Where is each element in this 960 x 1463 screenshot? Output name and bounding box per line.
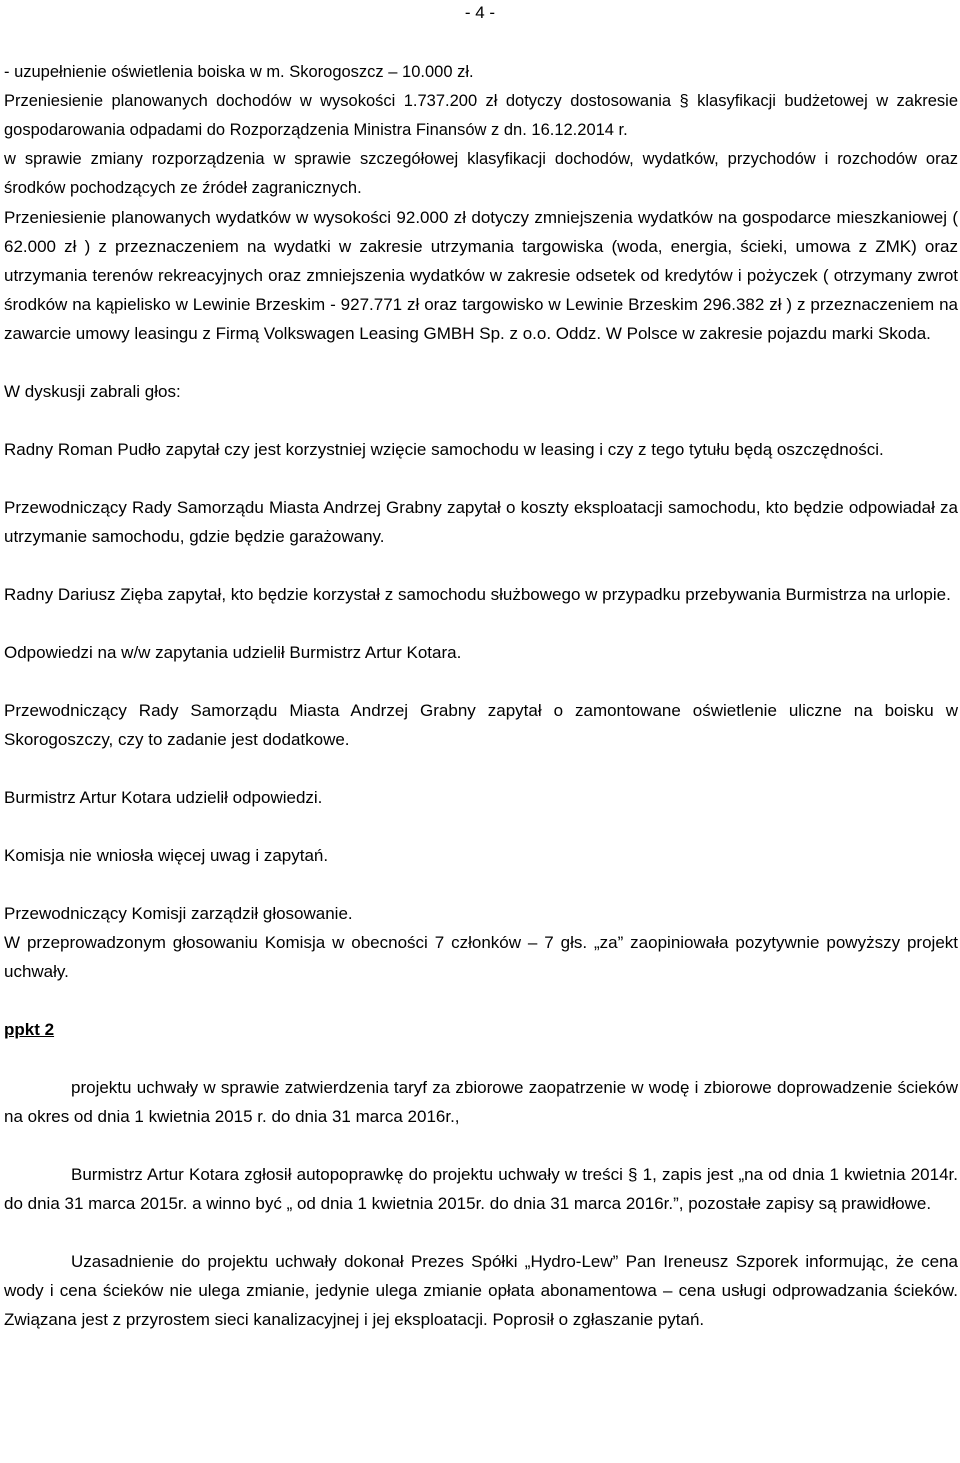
- spacer: [4, 1044, 958, 1073]
- spacer: [4, 870, 958, 899]
- spacer: [4, 754, 958, 783]
- paragraph-answer-kotara: Burmistrz Artur Kotara udzielił odpowiedzi.: [4, 788, 323, 807]
- section-heading-ppkt-2: ppkt 2: [4, 1020, 55, 1039]
- spacer: [4, 406, 958, 435]
- paragraph-income-transfer: Przeniesienie planowanych dochodów w wysokości 1.737.200 zł dotyczy dostosowania § klasyfikacji budżetowej w zakresie gospodarowania odpadami do Rozporządzenia Ministra Finansów z dn. 16.12.2014 r.: [4, 92, 958, 139]
- paragraph-vote-result: W przeprowadzonym głosowaniu Komisja w obecności 7 członków – 7 głs. „za” zaopiniowała pozytywnie powyższy projekt uchwały.: [4, 933, 958, 981]
- spacer: [4, 348, 958, 377]
- paragraph-no-more-questions: Komisja nie wniosła więcej uwag i zapytań.: [4, 846, 329, 865]
- page-number: - 4 -: [464, 3, 496, 22]
- spacer: [4, 812, 958, 841]
- paragraph-question-pudlo: Radny Roman Pudło zapytał czy jest korzystniej wzięcie samochodu w leasing i czy z tego tytułu będą oszczędności.: [4, 440, 884, 459]
- paragraph-question-grabny-lighting: Przewodniczący Rady Samorządu Miasta Andrzej Grabny zapytał o zamontowane oświetlenie uliczne na boisku w Skorogoszczy, czy to zadanie jest dodatkowe.: [4, 701, 958, 749]
- paragraph-answers-kotara: Odpowiedzi na w/w zapytania udzielił Burmistrz Artur Kotara.: [4, 643, 462, 662]
- paragraph-question-zieba: Radny Dariusz Zięba zapytał, kto będzie korzystał z samochodu służbowego w przypadku przebywania Burmistrza na urlopie.: [4, 585, 951, 604]
- spacer: [4, 551, 958, 580]
- paragraph-tariff-resolution: projektu uchwały w sprawie zatwierdzenia taryf za zbiorowe zaopatrzenie w wodę i zbiorowe doprowadzenie ścieków na okres od dnia 1 kwietnia 2015 r. do dnia 31 marca 2016r.,: [4, 1078, 958, 1126]
- document-body: [4, 58, 958, 1334]
- spacer: [4, 464, 958, 493]
- spacer: [4, 986, 958, 1015]
- spacer: [4, 609, 958, 638]
- paragraph-justification: Uzasadnienie do projektu uchwały dokonał Prezes Spółki „Hydro-Lew” Pan Ireneusz Szporek informując, że cena wody i cena ścieków nie ulega zmianie, jedynie ulega zmianie opłata abonamentowa – cena usługi odprowadzania ścieków. Związana jest z przyrostem sieci kanalizacyjnej i jej eksploatacji. Poprosił o zgłaszanie pytań.: [4, 1252, 958, 1329]
- paragraph-vote-ordered: Przewodniczący Komisji zarządził głosowanie.: [4, 904, 353, 923]
- paragraph-discussion-heading: W dyskusji zabrali głos:: [4, 382, 181, 401]
- paragraph-self-correction: Burmistrz Artur Kotara zgłosił autopoprawkę do projektu uchwały w treści § 1, zapis jest „na od dnia 1 kwietnia 2014r. do dnia 31 marca 2015r. a winno być „ od dnia 1 kwietnia 2015r. do dnia 31 marca 2016r.”, pozostałe zapisy są prawidłowe.: [4, 1165, 958, 1213]
- paragraph-expense-transfer: Przeniesienie planowanych wydatków w wysokości 92.000 zł dotyczy zmniejszenia wydatków na gospodarce mieszkaniowej ( 62.000 zł ) z przeznaczeniem na wydatki w zakresie utrzymania targowiska (woda, energia, ścieki, umowa z ZMK) oraz utrzymania terenów rekreacyjnych oraz zmniejszenia wydatków w zakresie odsetek od kredytów i pożyczek ( otrzymany zwrot środków na kąpielisko w Lewinie Brzeskim - 927.771 zł oraz targowisko w Lewinie Brzeskim 296.382 zł ) z przeznaczeniem na zawarcie umowy leasingu z Firmą Volkswagen Leasing GMBH Sp. z o.o. Oddz. W Polsce w zakresie pojazdu marki Skoda.: [4, 208, 958, 343]
- paragraph-question-grabny-costs: Przewodniczący Rady Samorządu Miasta Andrzej Grabny zapytał o koszty eksploatacji samochodu, kto będzie odpowiadał za utrzymanie samochodu, gdzie będzie garażowany.: [4, 498, 958, 546]
- spacer: [4, 1218, 958, 1247]
- paragraph-regulation-reference: w sprawie zmiany rozporządzenia w sprawie szczegółowej klasyfikacji dochodów, wydatków, przychodów i rozchodów oraz środków pochodzących ze źródeł zagranicznych.: [4, 150, 958, 197]
- spacer: [4, 1131, 958, 1160]
- spacer: [4, 667, 958, 696]
- paragraph-lighting-item: - uzupełnienie oświetlenia boiska w m. Skorogoszcz – 10.000 zł.: [4, 63, 474, 81]
